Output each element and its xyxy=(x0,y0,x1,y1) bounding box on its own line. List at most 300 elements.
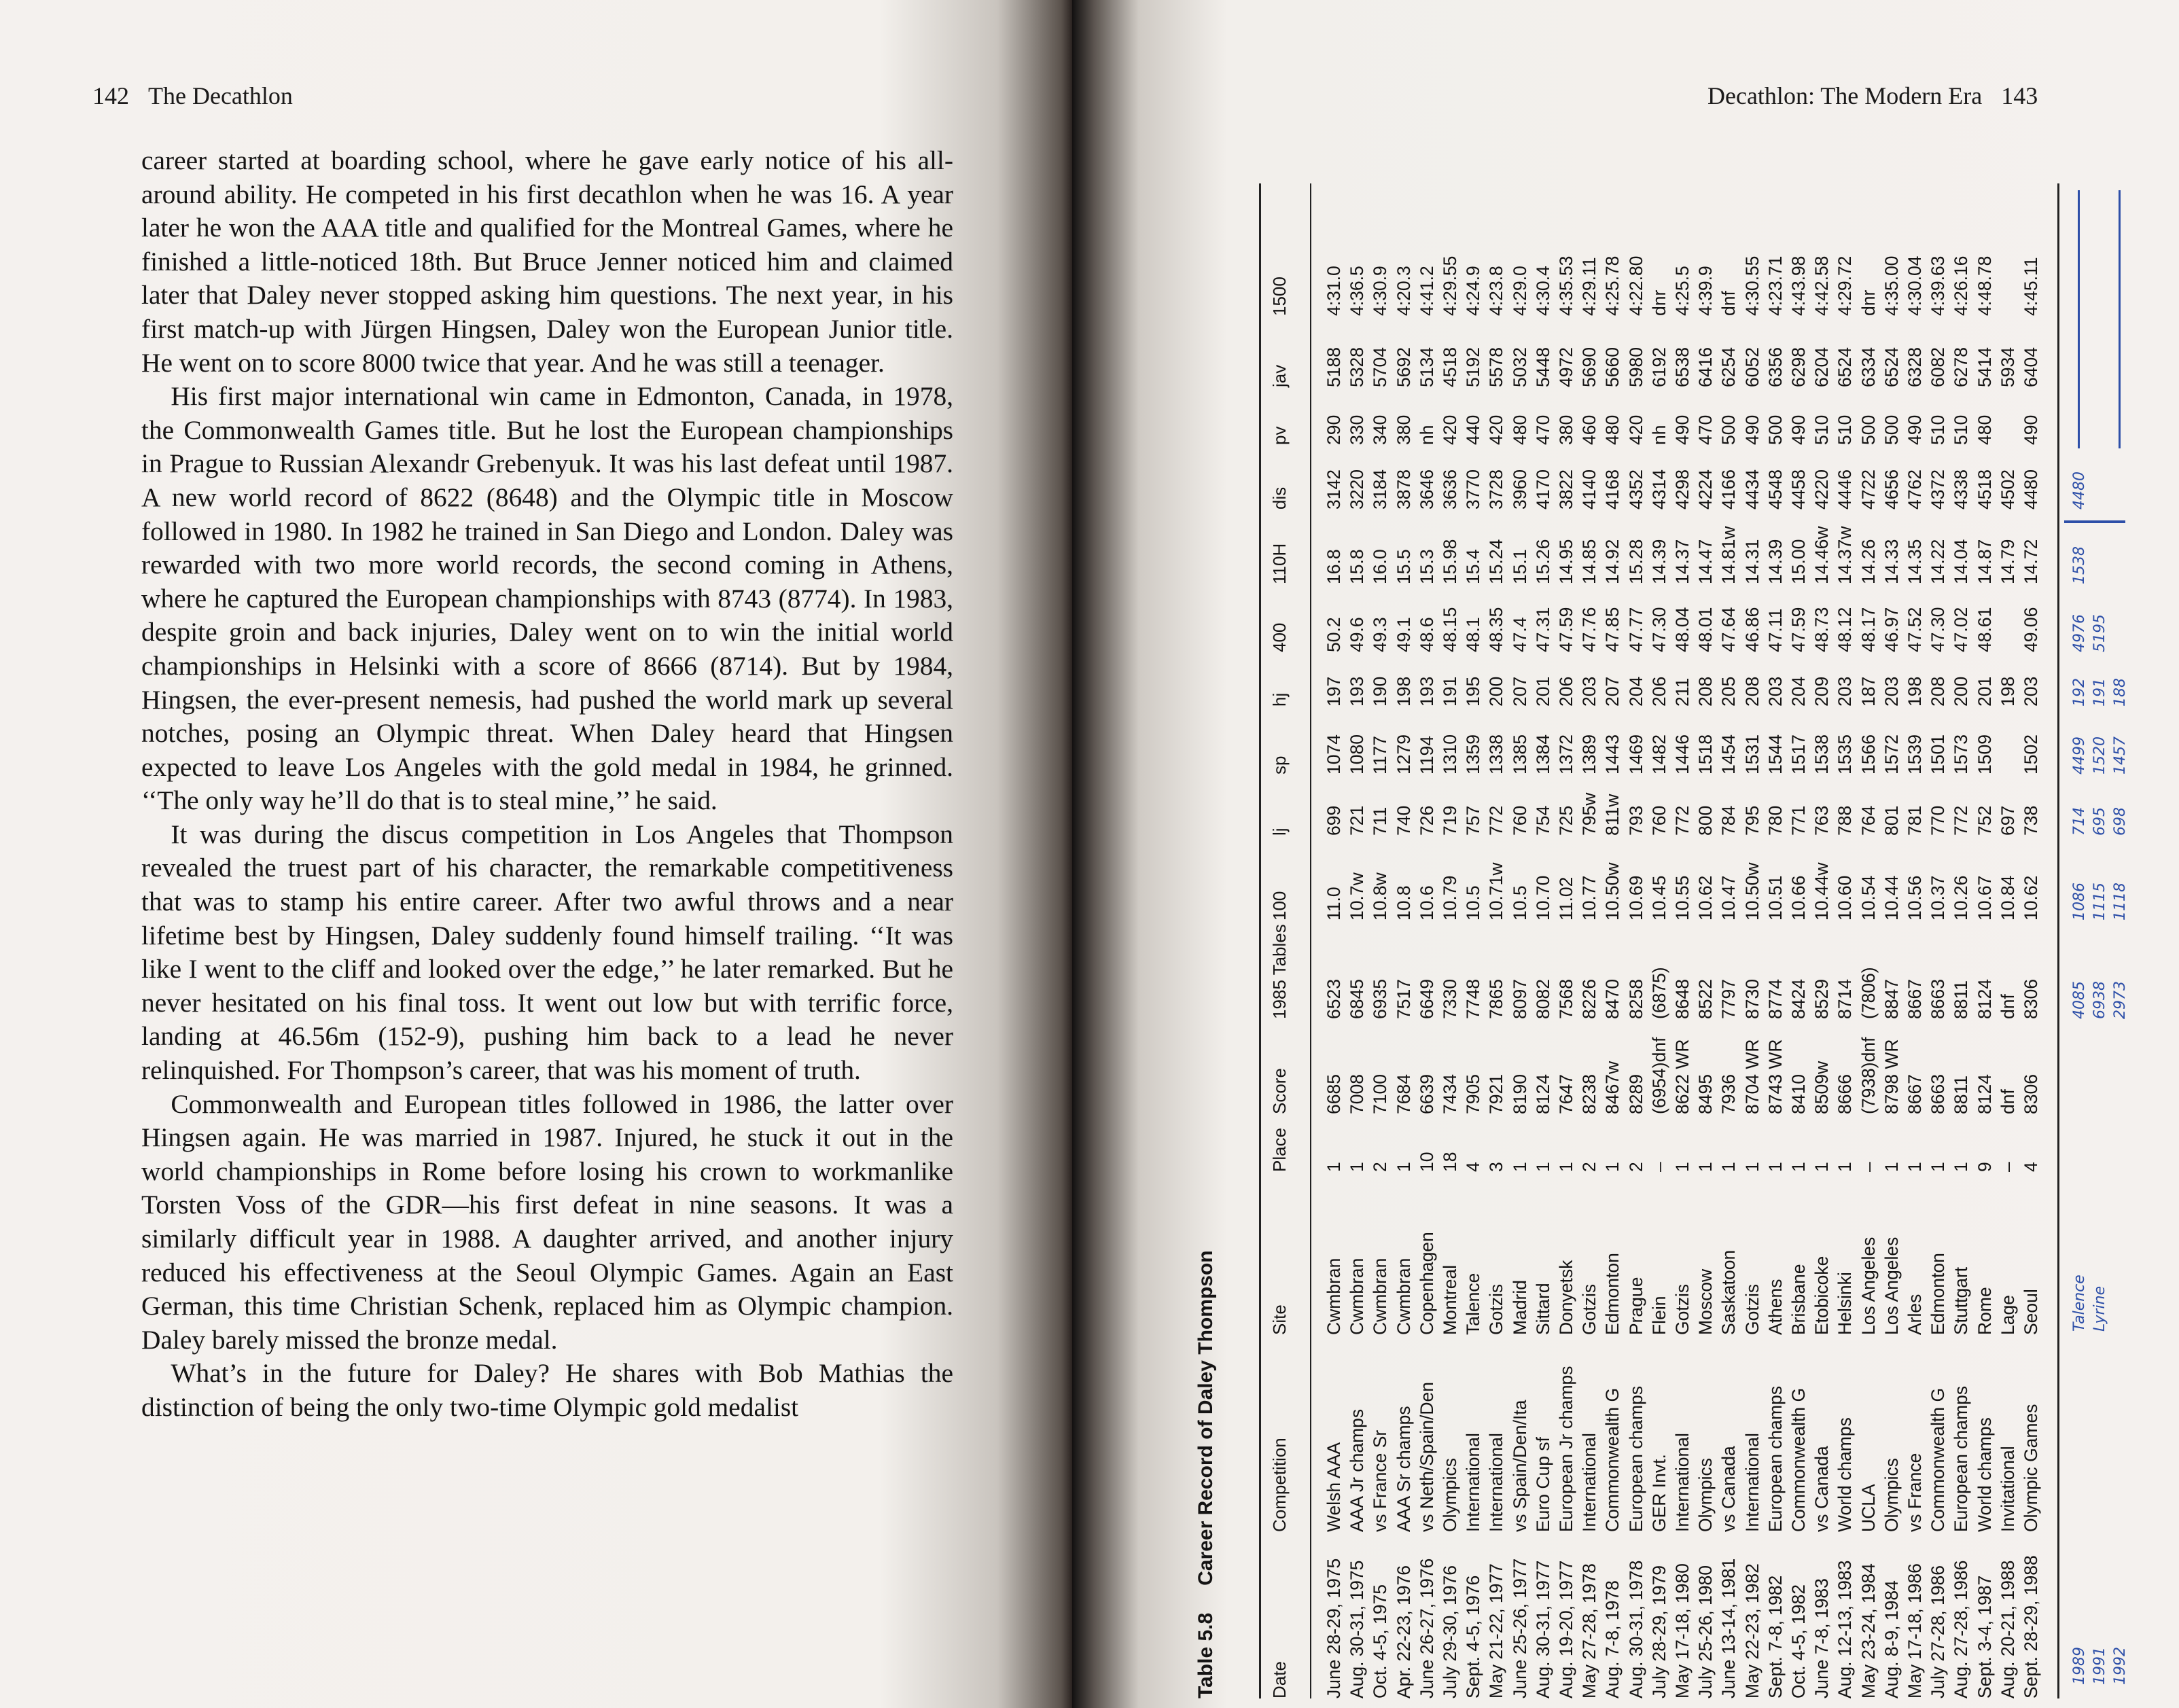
table-cell: 4:23.8 xyxy=(1486,266,1507,316)
table-cell: 1 xyxy=(1695,1162,1716,1172)
table-cell: 193 xyxy=(1416,676,1437,707)
table-cell: May 22-23, 1982 xyxy=(1741,1563,1762,1698)
table-cell: 5704 xyxy=(1370,347,1391,387)
table-cell: 7008 xyxy=(1347,1074,1368,1114)
table-cell: 10.8 xyxy=(1393,885,1414,921)
table-cell: 7936 xyxy=(1718,1074,1739,1114)
table-cell: 3728 xyxy=(1486,469,1507,510)
table-cell: 8190 xyxy=(1509,1074,1530,1114)
table-row xyxy=(1858,183,1881,1698)
table-cell: dnr xyxy=(1858,289,1879,316)
table-cell: 14.31 xyxy=(1741,539,1762,584)
table-cell: 8124 xyxy=(1974,979,1995,1019)
table-cell: 201 xyxy=(1532,676,1553,707)
handwritten-note: 5195 xyxy=(2091,614,2108,652)
handwritten-note: 1086 xyxy=(2071,883,2088,921)
table-cell: 490 xyxy=(1741,414,1762,445)
table-cell: 4446 xyxy=(1835,469,1856,510)
table-row xyxy=(1998,183,2021,1698)
table-cell: 1535 xyxy=(1835,734,1856,775)
table-cell: 14.04 xyxy=(1951,539,1972,584)
table-cell: 4:41.2 xyxy=(1416,266,1437,316)
table-cell: 47.59 xyxy=(1556,607,1576,652)
table-cell: World champs xyxy=(1835,1417,1856,1532)
table-cell: 14.37 xyxy=(1672,539,1693,584)
paragraph: It was during the discus competition in Los Angeles that Thompson revealed the truest part of his character, the remarkable competitiveness that was to stamp his entire career. After two awful throws and a near lifetime best by Hingsen, Daley suddenly found himself trailing. ‘‘It was like I went to the cliff and looked over the edge,’’ he later remarked. But he never hesitated on his final toss. It went out low but with terrific force, landing at 46.56m (152-9), pushing him back to a lead he never relinquished. For Thompson’s career, that was his moment of truth. xyxy=(141,819,953,1086)
table-cell: 10.51 xyxy=(1765,875,1786,921)
table-cell: 5934 xyxy=(1997,347,2018,387)
table-row xyxy=(1905,183,1928,1698)
table-cell: 10.62 xyxy=(1695,875,1716,921)
table-cell: 198 xyxy=(1997,676,2018,707)
table-cell: 49.6 xyxy=(1347,617,1368,652)
table-cell: 1573 xyxy=(1951,734,1972,775)
table-cell: 4:30.4 xyxy=(1532,266,1553,316)
table-cell: Olympics xyxy=(1440,1458,1460,1532)
table-bottom-rule xyxy=(2057,183,2059,1698)
handwritten-note: Lyrine xyxy=(2091,1285,2108,1332)
table-cell: 1 xyxy=(1347,1162,1368,1172)
table-cell: 6192 xyxy=(1648,347,1669,387)
table-cell: 7434 xyxy=(1440,1074,1460,1114)
table-cell: 8306 xyxy=(2021,979,2041,1019)
table-row xyxy=(1649,183,1672,1698)
table-cell: 8811 xyxy=(1951,980,1972,1019)
table-cell: 1502 xyxy=(2021,734,2041,775)
table-cell: Aug. 20-21, 1988 xyxy=(1997,1560,2018,1698)
table-top-rule xyxy=(1259,183,1261,1698)
table-cell: 4:35.00 xyxy=(1881,255,1902,316)
table-cell: 6538 xyxy=(1672,347,1693,387)
table-cell: 203 xyxy=(1835,676,1856,707)
table-cell: 14.92 xyxy=(1602,539,1623,584)
table-cell: 1518 xyxy=(1695,734,1716,775)
handwritten-note: 2973 xyxy=(2112,981,2129,1019)
table-cell: 788 xyxy=(1835,805,1856,836)
table-cell: 1 xyxy=(1951,1162,1972,1172)
handwritten-note: 695 xyxy=(2091,807,2108,836)
table-cell: Olympic Games xyxy=(2021,1404,2041,1532)
table-cell: 510 xyxy=(1951,414,1972,445)
table-cell: 440 xyxy=(1463,414,1484,445)
table-cell: 8289 xyxy=(1625,1074,1646,1114)
table-cell: 47.64 xyxy=(1718,607,1739,652)
table-cell: 10.37 xyxy=(1928,875,1949,921)
table-cell: 3220 xyxy=(1347,469,1368,510)
table-cell: dnf xyxy=(1997,994,2018,1019)
table-cell: Apr. 22-23, 1976 xyxy=(1393,1565,1414,1698)
table-cell: 8811 xyxy=(1951,1075,1972,1114)
table-cell: 47.31 xyxy=(1532,607,1553,652)
table-cell: 10.7w xyxy=(1347,872,1368,921)
table-cell: 5660 xyxy=(1602,347,1623,387)
table-cell: 48.17 xyxy=(1858,607,1879,652)
table-cell: 48.6 xyxy=(1416,617,1437,652)
table-cell: dnr xyxy=(1648,289,1669,316)
table-cell: 15.3 xyxy=(1416,549,1437,584)
table-cell: Aug. 30-31, 1975 xyxy=(1347,1560,1368,1698)
table-cell: June 28-29, 1975 xyxy=(1324,1558,1344,1698)
table-cell: – xyxy=(1858,1162,1879,1172)
table-cell: 490 xyxy=(2021,414,2041,445)
table-cell: 6685 xyxy=(1324,1074,1344,1114)
table-cell: 6523 xyxy=(1324,979,1344,1019)
table-cell: Arles xyxy=(1905,1294,1925,1335)
table-cell: 4 xyxy=(1463,1162,1484,1172)
table-cell: May 17-18, 1980 xyxy=(1672,1563,1693,1698)
table-cell: 15.8 xyxy=(1347,549,1368,584)
table-cell: 14.22 xyxy=(1928,539,1949,584)
table-row xyxy=(1811,183,1835,1698)
table-cell: Stuttgart xyxy=(1951,1266,1972,1335)
table-cell: 4:25.78 xyxy=(1602,255,1623,316)
table-row xyxy=(1718,183,1741,1698)
table-cell: 10.8w xyxy=(1370,872,1391,921)
table-cell: 3822 xyxy=(1556,469,1576,510)
table-row xyxy=(1788,183,1811,1698)
page-number-right: 143 xyxy=(2001,82,2038,109)
table-cell: 4:39.63 xyxy=(1928,255,1949,316)
table-cell: 470 xyxy=(1695,414,1716,445)
table-cell: 4722 xyxy=(1858,469,1879,510)
table-cell: 800 xyxy=(1695,805,1716,836)
table-cell: International xyxy=(1579,1433,1600,1532)
table-cell: Cwmbran xyxy=(1393,1258,1414,1335)
table-cell: 380 xyxy=(1556,414,1576,445)
table-cell: 1469 xyxy=(1625,734,1646,775)
table-cell: 4518 xyxy=(1440,347,1460,387)
table-row xyxy=(1974,183,1998,1698)
table-cell: 4:29.55 xyxy=(1440,255,1460,316)
table-cell: vs Spain/Den/Ita xyxy=(1509,1400,1530,1532)
table-cell: European champs xyxy=(1625,1385,1646,1532)
table-cell: 4338 xyxy=(1951,469,1972,510)
table-cell: 47.76 xyxy=(1579,607,1600,652)
table-cell: 48.35 xyxy=(1486,607,1507,652)
running-head-title-left: The Decathlon xyxy=(148,82,293,109)
table-cell: 8667 xyxy=(1905,979,1925,1019)
table-cell: 1 xyxy=(1811,1162,1832,1172)
table-cell: 4140 xyxy=(1579,469,1600,510)
table-cell: 15.28 xyxy=(1625,539,1646,584)
table-cell: 8082 xyxy=(1532,979,1553,1019)
handwritten-note: 192 xyxy=(2071,678,2088,707)
table-cell: Sept. 7-8, 1982 xyxy=(1765,1575,1786,1698)
table-cell: 48.73 xyxy=(1811,607,1832,652)
table-cell: 7905 xyxy=(1463,1074,1484,1114)
table-cell: 8226 xyxy=(1579,979,1600,1019)
table-cell: 1 xyxy=(1928,1162,1949,1172)
table-cell: 14.79 xyxy=(1997,539,2018,584)
table-cell: nh xyxy=(1416,425,1437,445)
table-cell: 15.4 xyxy=(1463,549,1484,584)
column-header: Site xyxy=(1269,1304,1290,1335)
table-cell: 3878 xyxy=(1393,469,1414,510)
table-cell: 8663 xyxy=(1928,979,1949,1019)
table-cell: 4:20.3 xyxy=(1393,266,1414,316)
table-cell: June 26-27, 1976 xyxy=(1416,1558,1437,1698)
table-cell: vs France Sr xyxy=(1370,1429,1391,1532)
table-cell: 1509 xyxy=(1974,734,1995,775)
table-cell: May 21-22, 1977 xyxy=(1486,1563,1507,1698)
table-cell: 48.15 xyxy=(1440,607,1460,652)
table-cell: 8622 WR xyxy=(1672,1039,1693,1114)
column-header: jav xyxy=(1269,364,1290,387)
table-cell: 10.67 xyxy=(1974,875,1995,921)
table-cell: 47.85 xyxy=(1602,607,1623,652)
table-cell: 7647 xyxy=(1556,1074,1576,1114)
table-cell: 1538 xyxy=(1811,734,1832,775)
table-cell: 1531 xyxy=(1741,734,1762,775)
table-cell: 3 xyxy=(1486,1162,1507,1172)
table-cell: 795w xyxy=(1579,792,1600,836)
table-cell: 725 xyxy=(1556,805,1576,836)
table-cell: 811w xyxy=(1602,794,1623,836)
table-cell: 47.30 xyxy=(1648,607,1669,652)
table-cell: 1482 xyxy=(1648,734,1669,775)
table-cell: 697 xyxy=(1997,805,2018,836)
table-cell: 771 xyxy=(1788,805,1809,836)
table-cell: 4:43.98 xyxy=(1788,255,1809,316)
table-cell: 48.12 xyxy=(1835,607,1856,652)
table-cell: 204 xyxy=(1625,676,1646,707)
table-cell: 6278 xyxy=(1951,347,1972,387)
table-cell: 8847 xyxy=(1881,979,1902,1019)
table-cell: 738 xyxy=(2021,805,2041,836)
table-cell: 9 xyxy=(1974,1162,1995,1172)
table-cell: 711 xyxy=(1370,806,1391,836)
table-cell: 10.56 xyxy=(1905,875,1925,921)
table-cell: 420 xyxy=(1625,414,1646,445)
table-row xyxy=(1951,183,1974,1698)
table-cell: 8495 xyxy=(1695,1074,1716,1114)
table-cell: 8306 xyxy=(2021,1074,2041,1114)
table-cell: 15.00 xyxy=(1788,539,1809,584)
table-cell: 763 xyxy=(1811,805,1832,836)
table-cell: 48.1 xyxy=(1463,617,1484,652)
table-row xyxy=(1742,183,1765,1698)
table-cell: Saskatoon xyxy=(1718,1249,1739,1335)
table-cell: 290 xyxy=(1324,414,1344,445)
table-cell: – xyxy=(1997,1162,2018,1172)
table-cell: Athens xyxy=(1765,1279,1786,1335)
table-cell: 764 xyxy=(1858,805,1879,836)
table-cell: July 29-30, 1976 xyxy=(1440,1565,1460,1698)
table-cell: 10.26 xyxy=(1951,875,1972,921)
table-cell: 48.04 xyxy=(1672,607,1693,652)
table-header-rule xyxy=(1310,183,1311,1698)
table-cell: 480 xyxy=(1509,414,1530,445)
table-cell: 203 xyxy=(1579,676,1600,707)
table-cell: 14.87 xyxy=(1974,539,1995,584)
table-cell: Olympics xyxy=(1881,1458,1902,1532)
table-cell: 6052 xyxy=(1741,347,1762,387)
table-cell: 10.55 xyxy=(1672,875,1693,921)
table-cell: 770 xyxy=(1928,805,1949,836)
table-cell: 8124 xyxy=(1974,1074,1995,1114)
table-cell: June 7-8, 1983 xyxy=(1811,1578,1832,1698)
table-cell: 500 xyxy=(1858,414,1879,445)
table-cell: vs Neth/Spain/Den xyxy=(1416,1382,1437,1532)
table-cell: 1074 xyxy=(1324,734,1344,775)
table-cell: 10.60 xyxy=(1835,875,1856,921)
table-cell: 10.79 xyxy=(1440,875,1460,921)
table-cell: 1389 xyxy=(1579,734,1600,775)
table-cell: 14.35 xyxy=(1905,539,1925,584)
table-cell: Helsinki xyxy=(1835,1272,1856,1335)
table-cell: 772 xyxy=(1951,805,1972,836)
table-cell: 4502 xyxy=(1997,469,2018,510)
table-cell: 1 xyxy=(1765,1162,1786,1172)
table-cell: 4:25.5 xyxy=(1672,266,1693,316)
table-cell: Seoul xyxy=(2021,1289,2041,1335)
table-cell: 793 xyxy=(1625,805,1646,836)
table-row xyxy=(1602,183,1625,1698)
table-cell: 203 xyxy=(1881,676,1902,707)
table-cell: 208 xyxy=(1695,676,1716,707)
table-cell: Oct. 4-5, 1982 xyxy=(1788,1584,1809,1698)
column-header: Competition xyxy=(1269,1438,1290,1532)
table-cell: 6298 xyxy=(1788,347,1809,387)
table-cell: 726 xyxy=(1416,805,1437,836)
table-cell: Brisbane xyxy=(1788,1264,1809,1335)
table-cell: 14.85 xyxy=(1579,539,1600,584)
table-cell: 420 xyxy=(1486,414,1507,445)
table-cell: International xyxy=(1741,1433,1762,1532)
table-cell: 8666 xyxy=(1835,1074,1856,1114)
table-cell: 6356 xyxy=(1765,347,1786,387)
table-cell: 4 xyxy=(2021,1162,2041,1172)
table-cell: 4:29.11 xyxy=(1579,257,1600,316)
table-cell: 4:30.55 xyxy=(1741,255,1762,316)
table-cell: 1566 xyxy=(1858,734,1879,775)
running-head-left xyxy=(92,82,293,110)
table-cell: 784 xyxy=(1718,805,1739,836)
table-cell: 4352 xyxy=(1625,469,1646,510)
table-cell: 1080 xyxy=(1347,734,1368,775)
column-header: Date xyxy=(1269,1661,1290,1698)
table-row xyxy=(1394,183,1417,1698)
table-cell: 198 xyxy=(1393,676,1414,707)
table-cell: 8097 xyxy=(1509,979,1530,1019)
table-cell: 47.11 xyxy=(1765,608,1786,652)
table-row xyxy=(1928,183,1951,1698)
table-row xyxy=(1533,183,1556,1698)
table-row xyxy=(1440,183,1463,1698)
running-head-right xyxy=(1707,82,2038,110)
table-cell: 4:36.5 xyxy=(1347,266,1368,316)
table-cell: 781 xyxy=(1905,805,1925,836)
table-cell: 1 xyxy=(1532,1162,1553,1172)
table-cell: 795 xyxy=(1741,805,1762,836)
table-cell: 10.66 xyxy=(1788,875,1809,921)
table-cell: 470 xyxy=(1532,414,1553,445)
table-cell: Donyetsk xyxy=(1556,1260,1576,1335)
table-cell: 50.2 xyxy=(1324,617,1344,652)
table-cell: 14.39 xyxy=(1648,539,1669,584)
table-cell: 4298 xyxy=(1672,469,1693,510)
table-cell: 4548 xyxy=(1765,469,1786,510)
table-cell: 510 xyxy=(1928,414,1949,445)
column-header: Score xyxy=(1269,1068,1290,1114)
table-cell: July 28-29, 1979 xyxy=(1648,1565,1669,1698)
table-cell: 16.0 xyxy=(1370,549,1391,584)
table-cell: June 25-26, 1977 xyxy=(1509,1558,1530,1698)
table-cell: International xyxy=(1463,1433,1484,1532)
table-cell: 8704 WR xyxy=(1741,1039,1762,1114)
table-cell: 5134 xyxy=(1416,347,1437,387)
table-cell: 10.5 xyxy=(1509,885,1530,921)
table-cell: 211 xyxy=(1672,677,1693,707)
table-cell: 5032 xyxy=(1509,347,1530,387)
table-cell: 203 xyxy=(2021,676,2041,707)
table-row xyxy=(1695,183,1718,1698)
table-cell: 8667 xyxy=(1905,1074,1925,1114)
column-header: lj xyxy=(1269,828,1290,836)
table-cell: 772 xyxy=(1486,805,1507,836)
table-cell: 10.5 xyxy=(1463,885,1484,921)
table-cell: 208 xyxy=(1928,676,1949,707)
table-title: Career Record of Daley Thompson xyxy=(1194,1250,1217,1586)
table-cell: 8509w xyxy=(1811,1061,1832,1114)
table-cell: 740 xyxy=(1393,805,1414,836)
table-cell: 49.3 xyxy=(1370,617,1391,652)
table-cell: 7100 xyxy=(1370,1074,1391,1114)
handwritten-note: 1115 xyxy=(2091,883,2108,921)
table-cell: International xyxy=(1672,1433,1693,1532)
table-cell: 1385 xyxy=(1509,734,1530,775)
table-cell: May 17-18, 1986 xyxy=(1905,1563,1925,1698)
table-cell: 198 xyxy=(1905,676,1925,707)
table-cell: 1 xyxy=(1324,1162,1344,1172)
table-cell: 2 xyxy=(1370,1162,1391,1172)
table-row xyxy=(1510,183,1533,1698)
table-cell: 15.1 xyxy=(1509,549,1530,584)
table-cell: 3636 xyxy=(1440,469,1460,510)
table-cell: 8424 xyxy=(1788,979,1809,1019)
table-cell: 7921 xyxy=(1486,1074,1507,1114)
table-cell: 10.45 xyxy=(1648,875,1669,921)
table-cell: European champs xyxy=(1951,1385,1972,1532)
table-cell: European champs xyxy=(1765,1385,1786,1532)
table-cell: 15.98 xyxy=(1440,539,1460,584)
table-cell: Cwmbran xyxy=(1324,1258,1344,1335)
table-cell: Madrid xyxy=(1509,1279,1530,1335)
table-cell: 4220 xyxy=(1811,469,1832,510)
table-cell: 8798 WR xyxy=(1881,1039,1902,1114)
table-cell: 46.86 xyxy=(1741,607,1762,652)
table-cell: 47.4 xyxy=(1509,617,1530,652)
handwritten-note: Talence xyxy=(2071,1275,2088,1332)
column-header: Place xyxy=(1269,1127,1290,1172)
table-cell: Commonwealth G xyxy=(1928,1387,1949,1532)
table-cell: 480 xyxy=(1974,414,1995,445)
table-cell: 47.59 xyxy=(1788,607,1809,652)
table-cell: 1177 xyxy=(1370,736,1391,775)
table-cell: 5690 xyxy=(1579,347,1600,387)
table-cell: 490 xyxy=(1788,414,1809,445)
table-cell: 4:39.9 xyxy=(1695,266,1716,316)
handwritten-note: 698 xyxy=(2112,807,2129,836)
handwritten-note: 188 xyxy=(2112,678,2129,707)
table-cell: 5578 xyxy=(1486,347,1507,387)
career-record-table xyxy=(1194,183,2179,1698)
table-cell: 5980 xyxy=(1625,347,1646,387)
table-caption xyxy=(1194,1250,1235,1698)
table-cell: AAA Sr champs xyxy=(1393,1406,1414,1532)
table-cell: July 27-28, 1986 xyxy=(1928,1565,1949,1698)
table-cell: 801 xyxy=(1881,805,1902,836)
